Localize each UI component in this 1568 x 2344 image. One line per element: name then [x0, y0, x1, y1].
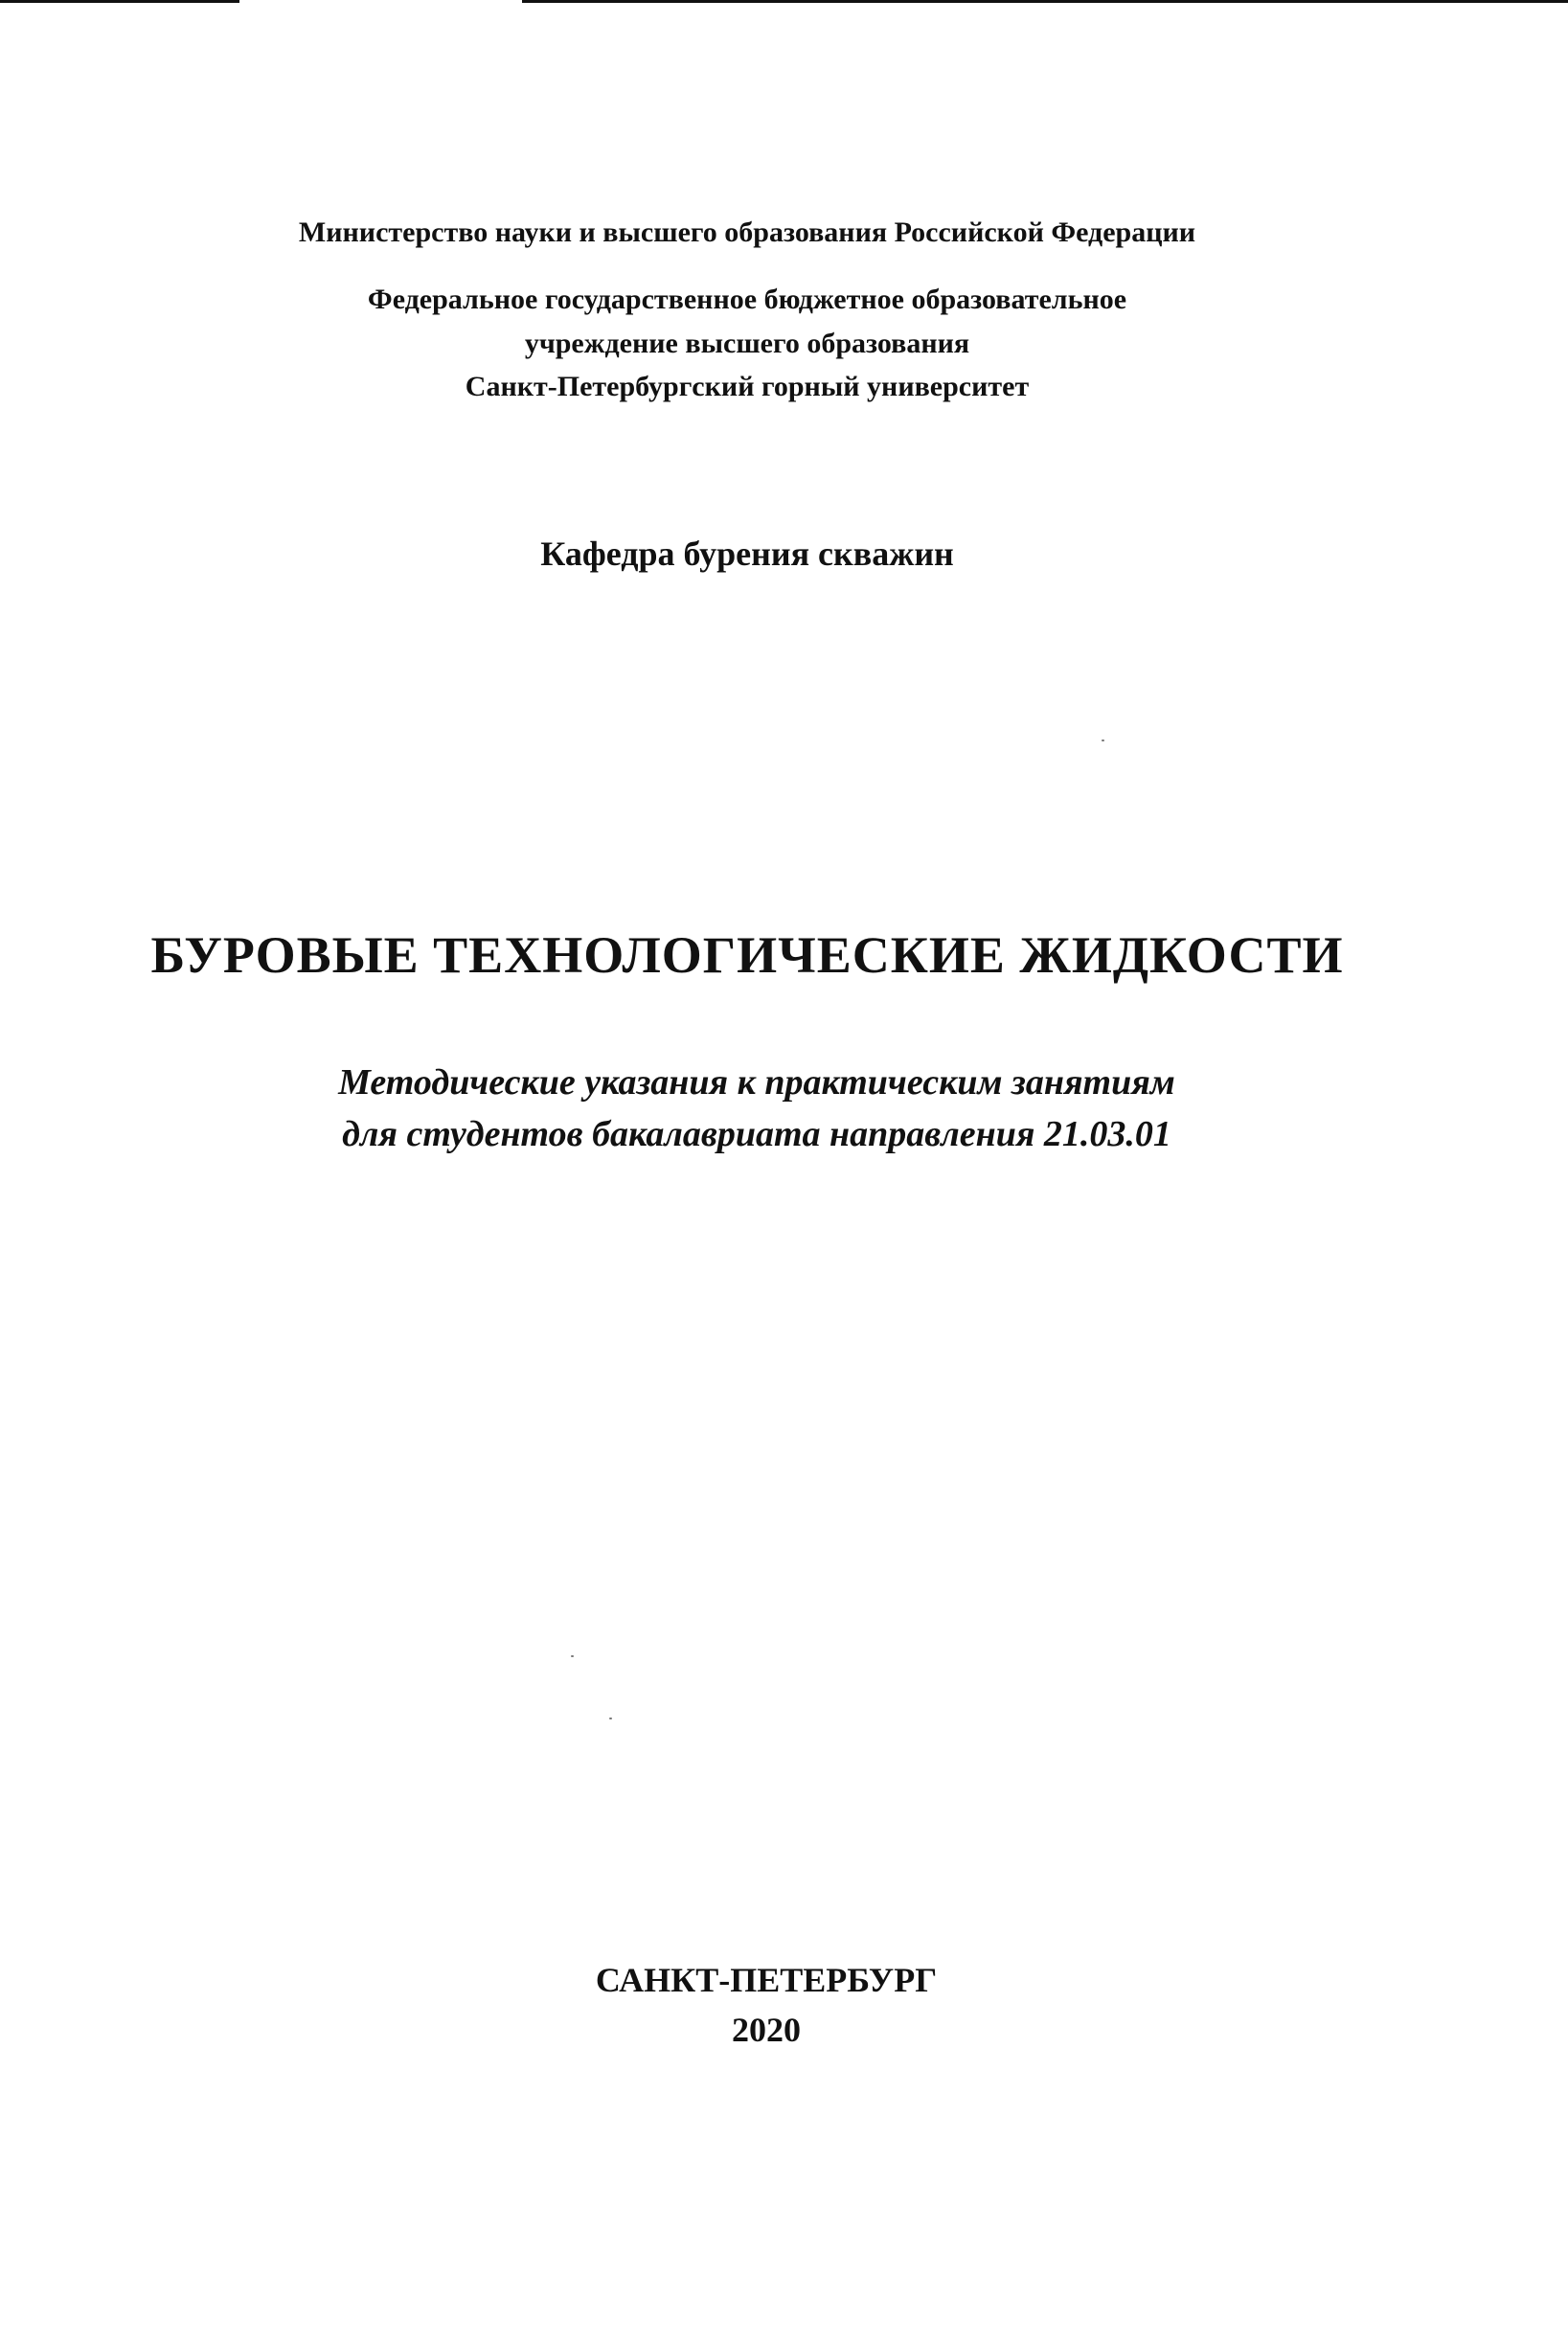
document-title: БУРОВЫЕ ТЕХНОЛОГИЧЕСКИЕ ЖИДКОСТИ — [150, 926, 1344, 984]
institution-line-2: учреждение высшего образования — [524, 328, 970, 359]
subtitle-line-2: для студентов бакалавриата направления 21.03.01 — [342, 1114, 1171, 1154]
scan-speck — [571, 1655, 574, 1657]
institution-line-1: Федеральное государственное бюджетное образовательное — [367, 284, 1127, 315]
scan-edge-right — [522, 0, 1568, 3]
ministry-line: Министерство науки и высшего образования Российской Федерации — [298, 216, 1196, 248]
scan-speck — [1102, 740, 1104, 741]
city: САНКТ-ПЕТЕРБУРГ — [595, 1961, 938, 1999]
institution-line-3: Санкт-Петербургский горный университет — [465, 371, 1030, 402]
scan-speck — [609, 1718, 612, 1719]
scan-edge-left — [0, 0, 239, 3]
subtitle-line-1: Методические указания к практическим занятиям — [338, 1062, 1175, 1103]
year: 2020 — [732, 2011, 801, 2049]
department-name: Кафедра бурения скважин — [540, 535, 954, 573]
